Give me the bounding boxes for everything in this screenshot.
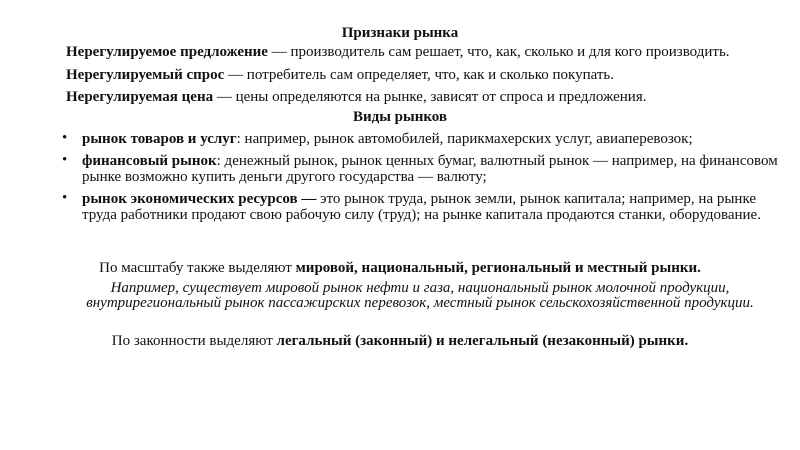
sign-item: Нерегулируемое предложение — производитель сам решает, что, как, сколько и для кого производить. — [66, 44, 730, 60]
sign-item: Нерегулируемый спрос — потребитель сам определяет, что, как и сколько покупать. — [66, 67, 615, 83]
heading-signs: Признаки рынка — [341, 25, 459, 41]
heading-types: Виды рынков — [352, 109, 448, 125]
legality-text: По законности выделяют легальный (законный) и нелегальный (незаконный) рынки. — [111, 333, 689, 349]
bullet-icon: • — [62, 152, 68, 168]
scale-text: По масштабу также выделяют мировой, национальный, региональный и местный рынки. — [99, 260, 701, 276]
type-item: рынок товаров и услуг: например, рынок автомобилей, парикмахерских услуг, авиаперевозок; — [82, 131, 693, 147]
bullet-icon: • — [62, 190, 68, 206]
scale-example: Например, существует мировой рынок нефти и газа, национальный рынок молочной продукции, внутрирегиональный рынок пассажирских перевозок, местный рынок сельскохозяйственной продукции. — [86, 280, 754, 311]
type-item: финансовый рынок: денежный рынок, рынок ценных бумаг, валютный рынок — например, на финансовом рынке возможно купить деньги другого государства — валюту; — [82, 153, 778, 185]
bullet-icon: • — [62, 130, 68, 146]
sign-item: Нерегулируемая цена — цены определяются на рынке, зависят от спроса и предложения. — [66, 89, 647, 105]
type-item: рынок экономических ресурсов — это рынок труда, рынок земли, рынок капитала; например, на рынке труда работники продают свою рабочую силу (труд); на рынке капитала продаются станки, оборудование. — [82, 191, 761, 223]
